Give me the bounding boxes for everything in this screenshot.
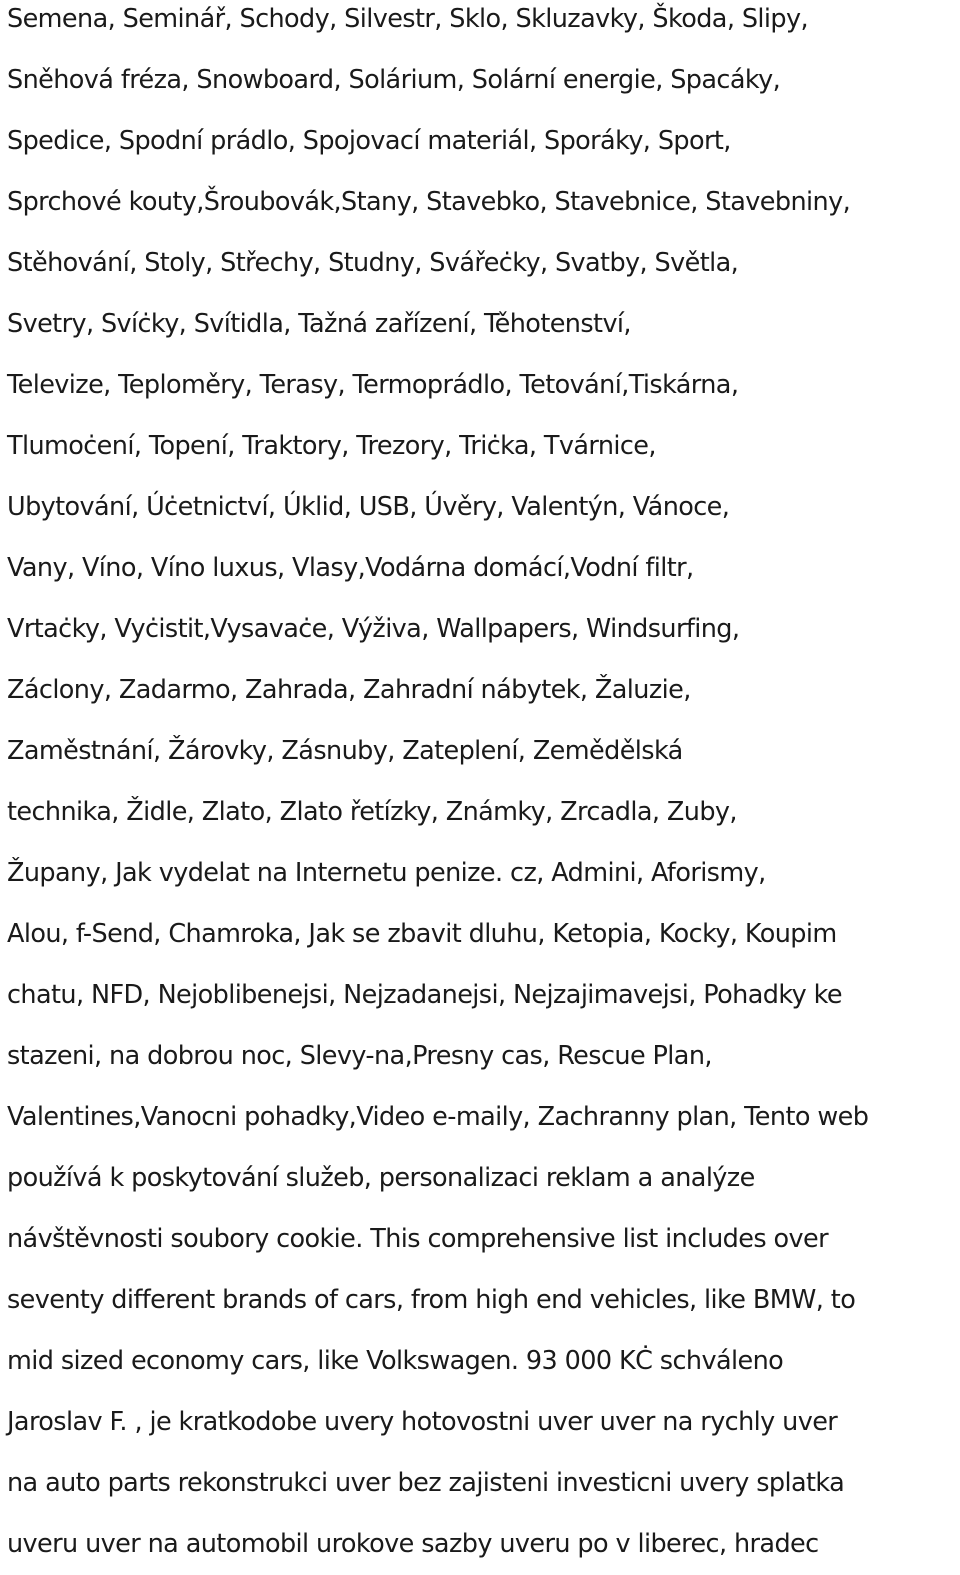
text-line-24: Jaroslav F. , je kratkodobe uvery hotovostni uver uver na rychly uver (7, 1407, 838, 1437)
text-line-26: uveru uver na automobil urokove sazby uveru po v liberec, hradec (7, 1529, 819, 1559)
text-line-3: Spedice, Spodní prádlo, Spojovací materiál, Sporáky, Sport, (7, 126, 731, 156)
text-line-9: Ubytování, Úċetnictví, Úklid, USB, Úvěry, Valentýn, Vánoce, (7, 492, 730, 522)
text-line-4: Sprchové kouty,Šroubovák,Stany, Stavebko, Stavebnice, Stavebniny, (7, 187, 851, 217)
text-line-18: stazeni, na dobrou noc, Slevy-na,Presny cas, Rescue Plan, (7, 1041, 712, 1071)
text-line-1: Semena, Seminář, Schody, Silvestr, Sklo, Skluzavky, Škoda, Slipy, (7, 4, 808, 34)
text-line-13: Zaměstnání, Žárovky, Zásnuby, Zateplení, Zemědělská (7, 736, 683, 766)
text-line-23: mid sized economy cars, like Volkswagen. 93 000 KĊ schváleno (7, 1346, 784, 1376)
text-line-14: technika, Židle, Zlato, Zlato řetízky, Známky, Zrcadla, Zuby, (7, 797, 737, 827)
text-line-11: Vrtaċky, Vyċistit,Vysavaċe, Výživa, Wallpapers, Windsurfing, (7, 614, 740, 644)
text-line-17: chatu, NFD, Nejoblibenejsi, Nejzadanejsi, Nejzajimavejsi, Pohadky ke (7, 980, 842, 1010)
text-line-20: používá k poskytování služeb, personalizaci reklam a analýze (7, 1163, 755, 1193)
text-line-16: Alou, f-Send, Chamroka, Jak se zbavit dluhu, Ketopia, Kocky, Koupim (7, 919, 837, 949)
text-line-7: Televize, Teploměry, Terasy, Termoprádlo, Tetování,Tiskárna, (7, 370, 739, 400)
text-line-21: návštěvnosti soubory cookie. This comprehensive list includes over (7, 1224, 829, 1254)
text-line-12: Záclony, Zadarmo, Zahrada, Zahradní nábytek, Žaluzie, (7, 675, 691, 705)
text-line-25: na auto parts rekonstrukci uver bez zajisteni investicni uvery splatka (7, 1468, 845, 1498)
text-line-6: Svetry, Svíċky, Svítidla, Tažná zařízení, Těhotenství, (7, 309, 631, 339)
text-line-2: Sněhová fréza, Snowboard, Solárium, Solární energie, Spacáky, (7, 65, 781, 95)
text-line-19: Valentines,Vanocni pohadky,Video e-maily, Zachranny plan, Tento web (7, 1102, 869, 1132)
text-line-10: Vany, Víno, Víno luxus, Vlasy,Vodárna domácí,Vodní filtr, (7, 553, 694, 583)
text-line-8: Tlumoċení, Topení, Traktory, Trezory, Triċka, Tvárnice, (7, 431, 656, 461)
text-line-15: Župany, Jak vydelat na Internetu penize. cz, Admini, Aforismy, (7, 858, 766, 888)
text-line-22: seventy different brands of cars, from high end vehicles, like BMW, to (7, 1285, 856, 1315)
text-line-5: Stěhování, Stoly, Střechy, Studny, Svářeċky, Svatby, Světla, (7, 248, 739, 278)
